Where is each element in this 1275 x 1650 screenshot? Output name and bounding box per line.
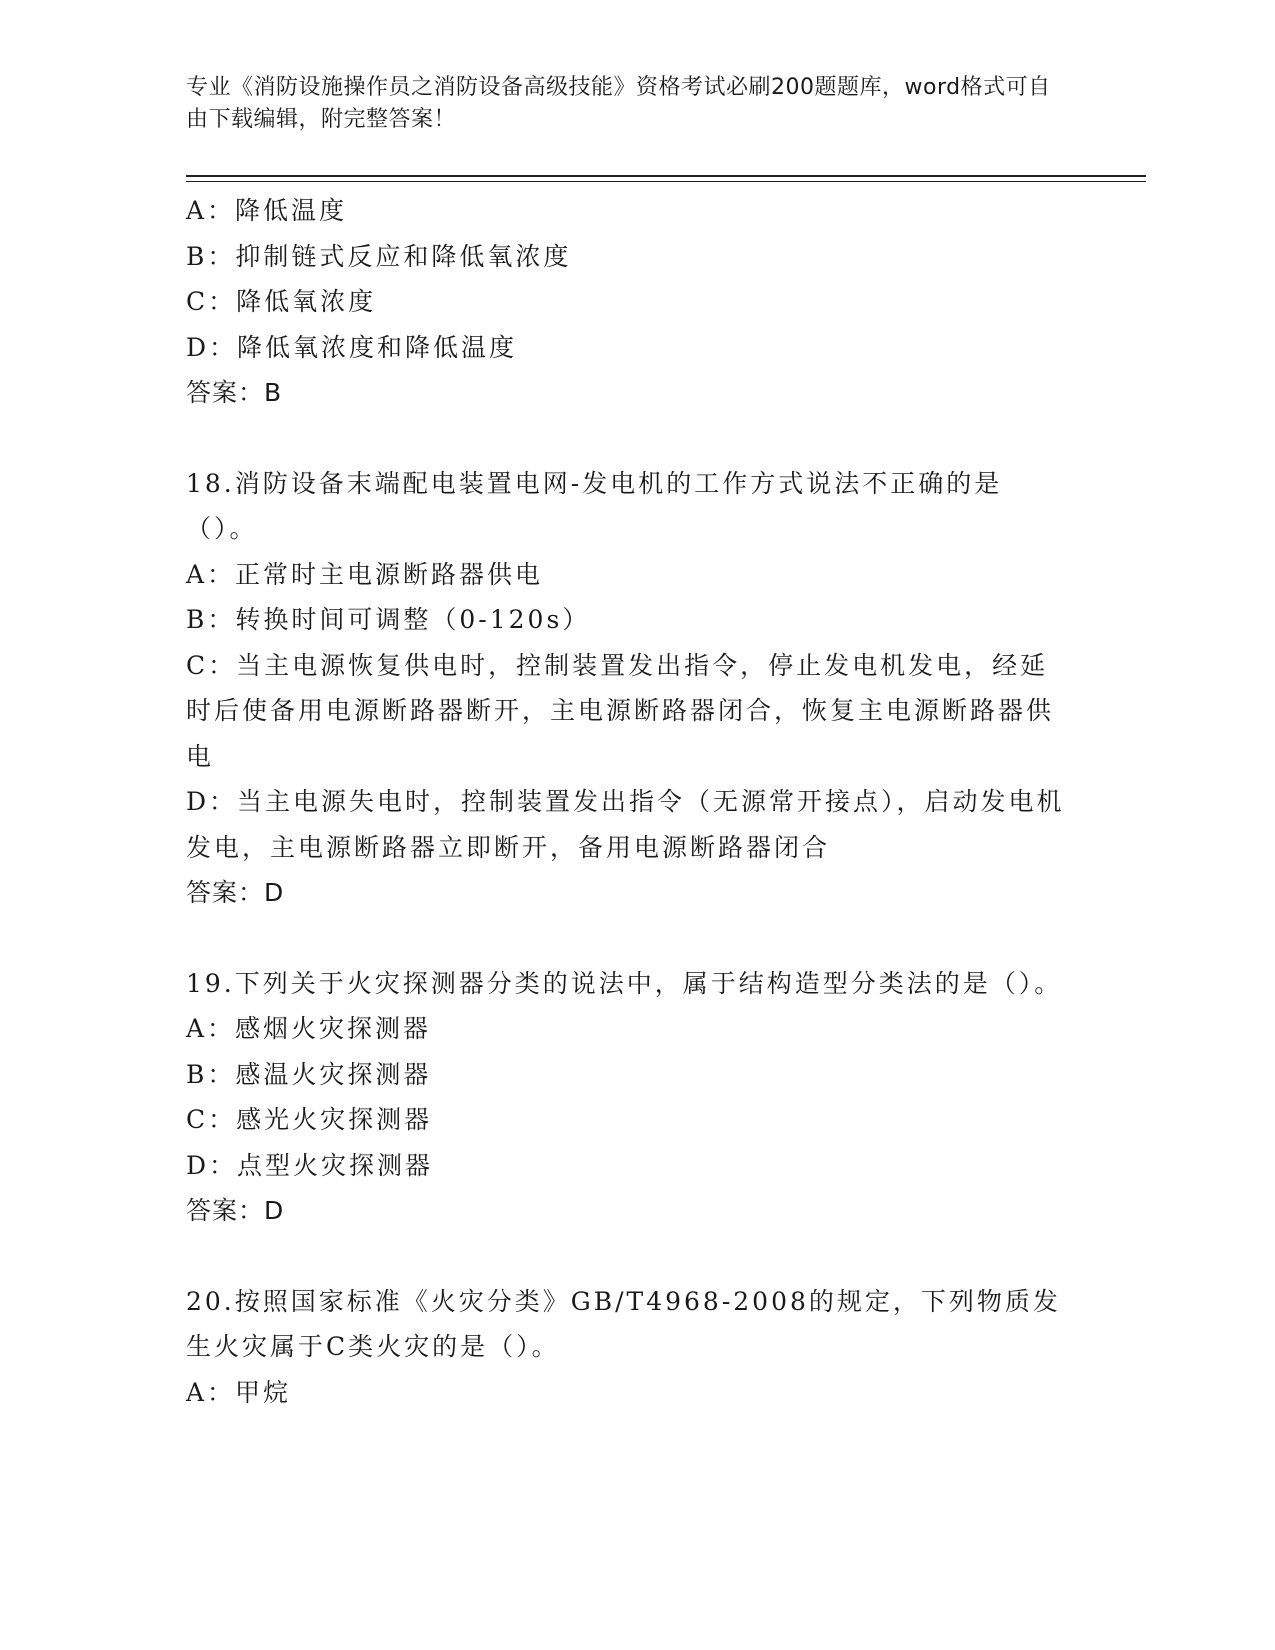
question-text: 18.消防设备末端配电装置电网-发电机的工作方式说法不正确的是（）。 bbox=[186, 468, 1003, 543]
document-header: 专业《消防设施操作员之消防设备高级技能》资格考试必刷200题题库，word格式可自由下载编辑，附完整答案！ bbox=[186, 75, 1051, 132]
question-19 bbox=[186, 961, 1066, 1234]
option-c: C：感光火灾探测器 bbox=[186, 1105, 433, 1134]
option-a: A：正常时主电源断路器供电 bbox=[186, 559, 544, 589]
option-d: D：当主电源失电时，控制装置发出指令（无源常开接点），启动发电机发电，主电源断路器立即断开，备用电源断路器闭合 bbox=[186, 787, 1065, 862]
option-b: B：转换时间可调整（0-120s） bbox=[186, 605, 591, 634]
option-b: B：感温火灾探测器 bbox=[186, 1059, 432, 1089]
answer: 答案：B bbox=[186, 378, 283, 407]
option-d: D：点型火灾探测器 bbox=[186, 1150, 434, 1180]
question-text: 19.下列关于火灾探测器分类的说法中，属于结构造型分类法的是（）。 bbox=[186, 968, 1063, 998]
header-rule bbox=[186, 175, 1146, 177]
question-text: 20.按照国家标准《火灾分类》GB/T4968-2008的规定，下列物质发生火灾属于C类火灾的是（）。 bbox=[186, 1286, 1061, 1361]
header-rule-thin bbox=[186, 181, 1146, 182]
answer: 答案：D bbox=[186, 878, 285, 907]
option-a: A：感烟火灾探测器 bbox=[186, 1014, 432, 1043]
option-a: A：降低温度 bbox=[186, 196, 348, 225]
answer: 答案：D bbox=[186, 1196, 285, 1225]
question-18 bbox=[186, 461, 1066, 916]
question-17 bbox=[186, 188, 1066, 416]
option-d: D：降低氧浓度和降低温度 bbox=[186, 332, 518, 362]
question-20 bbox=[186, 1279, 1066, 1416]
document-content bbox=[186, 188, 1066, 1415]
option-c: C：降低氧浓度 bbox=[186, 287, 377, 316]
option-a: A：甲烷 bbox=[186, 1377, 292, 1407]
option-b: B：抑制链式反应和降低氧浓度 bbox=[186, 241, 572, 271]
option-c: C：当主电源恢复供电时，控制装置发出指令，停止发电机发电，经延时后使备用电源断路器断开，主电源断路器闭合，恢复主电源断路器供电 bbox=[186, 650, 1055, 771]
